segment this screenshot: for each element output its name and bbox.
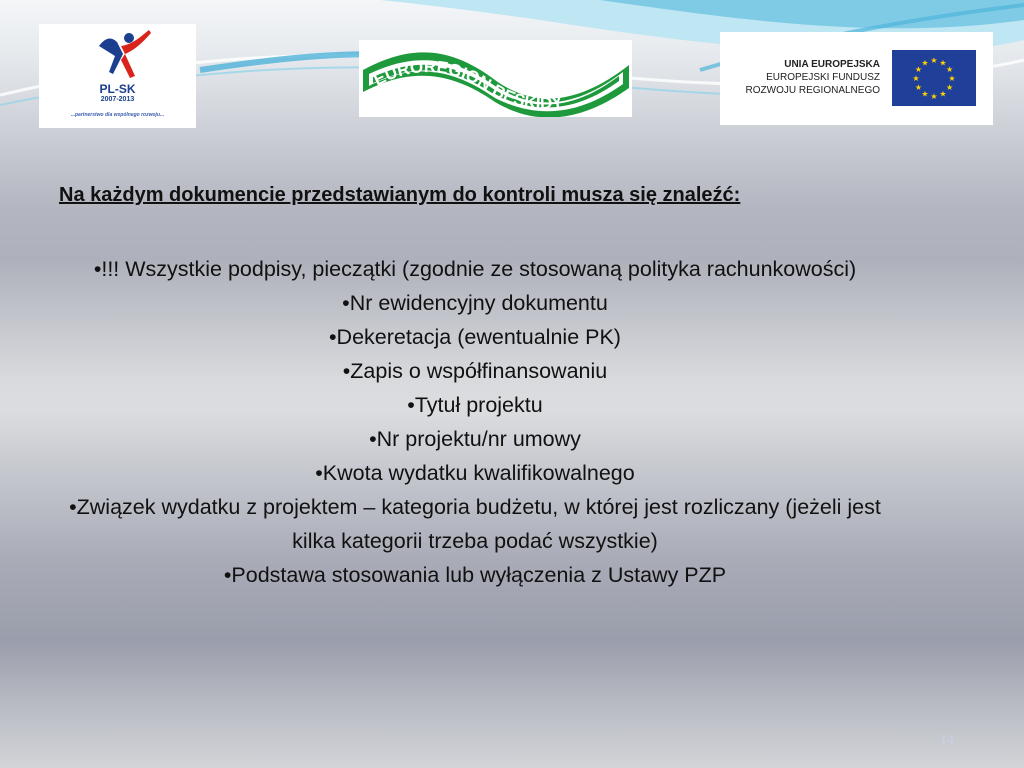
euroregion-logo-text: EUROREGION BESKIDY <box>370 56 565 114</box>
list-item: •Zapis o współfinansowaniu <box>342 359 608 383</box>
eu-star-icon: ★ <box>946 83 954 92</box>
eu-logo-line2: ROZWOJU REGIONALNEGO <box>745 85 880 96</box>
list-item: •Tytuł projektu <box>407 393 543 417</box>
list-item: •Związek wydatku z projektem – kategoria budżetu, w której jest rozliczany (jeżeli jest kilka kategorii trzeba podać wszystkie) <box>69 495 881 553</box>
eu-star-icon: ★ <box>914 65 922 74</box>
slide-heading: Na każdym dokumencie przedstawianym do kontroli musza się znaleźć: <box>59 184 741 206</box>
eu-star-icon: ★ <box>914 83 922 92</box>
eu-logo-line1: EUROPEJSKI FUNDUSZ <box>766 72 880 83</box>
eu-star-icon: ★ <box>946 65 954 74</box>
eu-star-icon: ★ <box>948 74 956 83</box>
list-item: •Kwota wydatku kwalifikowalnego <box>315 461 635 485</box>
eu-star-icon: ★ <box>930 56 938 65</box>
euroregion-banner-icon <box>359 40 632 117</box>
eu-star-icon: ★ <box>939 89 947 99</box>
eu-star-icon: ★ <box>912 74 920 83</box>
eu-star-icon: ★ <box>939 58 947 68</box>
eu-star-icon: ★ <box>921 89 929 99</box>
plsk-logo-years: 2007-2013 <box>100 96 135 103</box>
list-item: •Dekeretacja (ewentualnie PK) <box>329 325 621 349</box>
eu-logo-title: UNIA EUROPEJSKA <box>784 59 880 70</box>
eu-fund-logo <box>720 32 993 125</box>
plsk-figure-icon <box>39 24 196 84</box>
list-item: •!!! Wszystkie podpisy, pieczątki (zgodnie ze stosowaną polityka rachunkowości) <box>93 257 857 281</box>
plsk-program-logo <box>39 24 196 128</box>
list-item: •Nr projektu/nr umowy <box>369 427 581 451</box>
requirements-list <box>60 252 890 592</box>
list-item: •Nr ewidencyjny dokumentu <box>342 291 608 315</box>
euroregion-beskidy-logo <box>359 40 632 117</box>
list-item: •Podstawa stosowania lub wyłączenia z Ustawy PZP <box>223 563 727 587</box>
eu-flag-icon <box>892 50 976 106</box>
page-number: 14 <box>940 733 954 748</box>
eu-star-icon: ★ <box>930 92 938 101</box>
plsk-logo-tagline: ...partnerstwo dla wspólnego rozwoju... <box>70 112 165 118</box>
eu-star-icon: ★ <box>921 58 929 68</box>
plsk-logo-title: PL-SK <box>99 82 136 96</box>
